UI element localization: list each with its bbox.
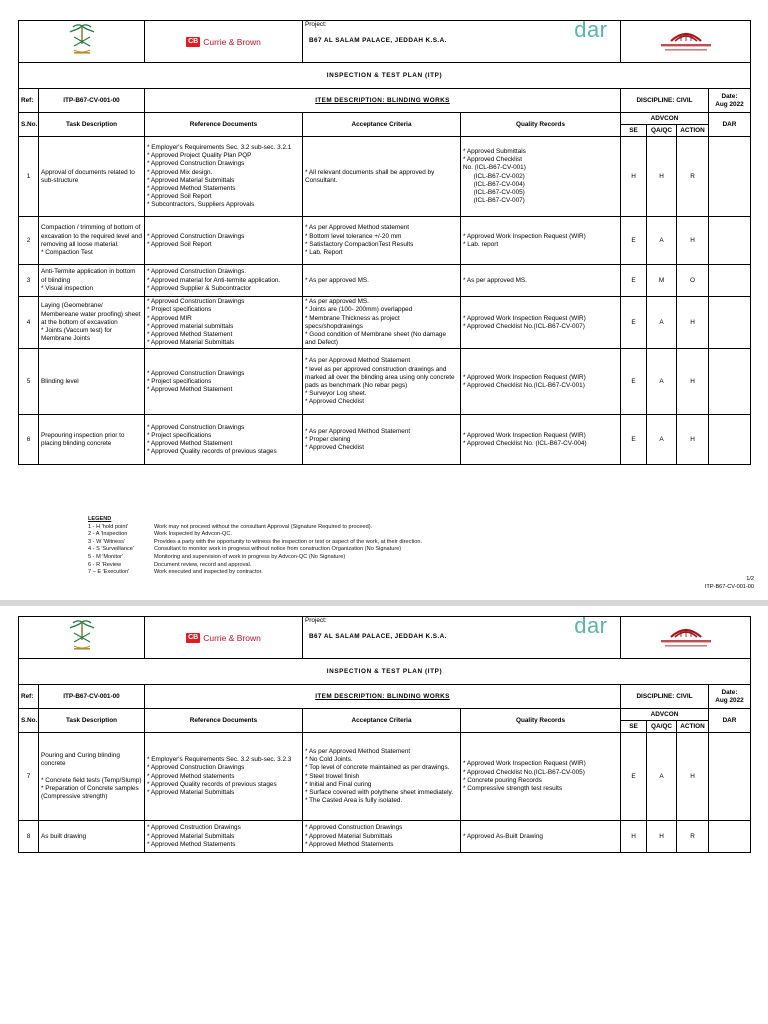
col-reference-documents: Reference Documents: [145, 113, 303, 137]
legend-item: [88, 569, 422, 577]
qaqc-code: H: [647, 821, 677, 853]
project-label: Project:: [305, 617, 327, 624]
qaqc-code: A: [647, 349, 677, 415]
itp-table-page-2: [18, 616, 751, 853]
currie-brown-logo-cell: [145, 21, 303, 63]
reference-documents: * Employer's Requirements Sec. 3.2 sub-sec. 3.2.1 * Approved Project Quality Plan PQP * Approved Construction Drawings * Approved Mix design. * Approved Material Submittals * Approved Method Statements * Approved Soil Report * Subcontractors, Suppliers Approvals: [145, 137, 303, 217]
dar-logo: dar: [574, 21, 608, 43]
action-code: R: [677, 821, 709, 853]
project-cell: [303, 21, 621, 63]
currie-brown-text: Currie & Brown: [203, 632, 261, 643]
col-sno: S.No.: [19, 113, 39, 137]
col-se: SE: [621, 125, 647, 137]
quality-records: * Approved Work Inspection Request (WIR) * Approved Checklist No. (ICL-B67-CV-004): [461, 415, 621, 465]
reference-documents: * Approved Cnstruction Drawings * Approved Material Submittals * Approved Method Statements: [145, 821, 303, 853]
action-code: H: [677, 349, 709, 415]
dar-code: [709, 415, 751, 465]
date-label: Date:: [721, 92, 738, 100]
legend-item: [88, 524, 422, 532]
royal-emblem-icon: [62, 618, 102, 654]
project-name: B67 AL SALAM PALACE, JEDDAH K.S.A.: [309, 37, 447, 45]
col-acceptance-criteria-2: Acceptance Criteria: [303, 709, 461, 733]
col-qaqc-2: QA/QC: [647, 721, 677, 733]
se-code: E: [621, 415, 647, 465]
se-code: E: [621, 733, 647, 821]
dar-code: [709, 137, 751, 217]
row-number: 8: [19, 821, 39, 853]
date-value: Aug 2022: [715, 100, 744, 108]
reference-documents: * Approved Construction Drawings * Approved Soil Report: [145, 217, 303, 265]
royal-logo-cell: [19, 21, 145, 63]
logo-row-2: [19, 617, 751, 659]
se-code: E: [621, 265, 647, 297]
legend-key: 7 – E 'Execution': [88, 569, 130, 576]
dar-code: [709, 349, 751, 415]
date-value-2: Aug 2022: [715, 696, 744, 704]
reference-documents: * Employer's Requirements Sec. 3.2 sub-sec. 3.2.3 * Approved Construction Drawings * Approved Method statements * Approved Quality records of previous stages * Approved Material Submittals: [145, 733, 303, 821]
acceptance-criteria: * All relevant documents shall be approved by Consultant.: [303, 137, 461, 217]
currie-brown-logo-cell-2: [145, 617, 303, 659]
task-description: Anti-Termite application in bottom of blinding * Visual inspection: [39, 265, 145, 297]
legend-item: [88, 554, 422, 562]
col-quality-records-2: Quality Records: [461, 709, 621, 733]
legend-description: Monitoring and supervision of work in progress by Advcon-QC (No Signature): [154, 553, 346, 560]
action-code: H: [677, 733, 709, 821]
table-row: [19, 349, 751, 415]
dar-code: [709, 297, 751, 349]
legend-description: Work Inspected by Advcon-QC.: [154, 531, 232, 538]
se-code: H: [621, 821, 647, 853]
acceptance-criteria: * As per approved MS. * Joints are (100- 200mm) overlapped * Membrane Thickness as project specs/shopdrawings * Good condition of Membrane sheet (No damage and Defect): [303, 297, 461, 349]
action-code: H: [677, 415, 709, 465]
advcon-arch-logo-icon: [651, 25, 721, 55]
se-code: H: [621, 137, 647, 217]
row-number: 3: [19, 265, 39, 297]
dar-code: [709, 217, 751, 265]
royal-emblem-icon: [62, 22, 102, 58]
col-qaqc: QA/QC: [647, 125, 677, 137]
legend-key: 6 - R 'Review: [88, 561, 122, 568]
row-number: 5: [19, 349, 39, 415]
acceptance-criteria: * As per approved MS.: [303, 265, 461, 297]
task-description: Pouring and Curing blinding concrete * Concrete field tests (Temp/Slump) * Preparation of Concrete samples (Compressive strength): [39, 733, 145, 821]
legend: [88, 516, 422, 577]
qaqc-code: H: [647, 137, 677, 217]
legend-key: 2 - A 'Inspection: [88, 531, 128, 538]
col-dar: DAR: [709, 113, 751, 137]
col-se-2: SE: [621, 721, 647, 733]
document-title: INSPECTION & TEST PLAN (ITP): [19, 63, 751, 89]
task-description: Prepouring inspection prior to placing blinding concrete: [39, 415, 145, 465]
date-label-2: Date:: [721, 688, 738, 696]
action-code: H: [677, 297, 709, 349]
document-title-2: INSPECTION & TEST PLAN (ITP): [19, 659, 751, 685]
table-row: [19, 217, 751, 265]
row-number: 4: [19, 297, 39, 349]
se-code: E: [621, 349, 647, 415]
project-label: Project:: [305, 21, 327, 28]
acceptance-criteria: * As per Approved Method statement * Bottom level tolerance +/-20 mm * Satisfactory CompactionTest Results * Lab. Report: [303, 217, 461, 265]
project-name: B67 AL SALAM PALACE, JEDDAH K.S.A.: [309, 633, 447, 641]
col-task: Task Description: [39, 113, 145, 137]
table-row: [19, 821, 751, 853]
col-task-2: Task Description: [39, 709, 145, 733]
qaqc-code: A: [647, 415, 677, 465]
page-footer: [705, 576, 754, 591]
legend-description: Consultant to monitor work in progress without notice from construction Organization (No Signature): [154, 546, 402, 553]
currie-brown-text: Currie & Brown: [203, 36, 261, 47]
legend-key: 3 - W 'Witness': [88, 538, 125, 545]
legend-item: [88, 531, 422, 539]
quality-records: * Approved Work Inspection Request (WIR) * Approved Checklist No.(ICL-B67-CV-007): [461, 297, 621, 349]
project-cell-2: [303, 617, 621, 659]
qaqc-code: M: [647, 265, 677, 297]
currie-brown-mark: CB: [186, 633, 200, 643]
quality-records: * Approved Submittals * Approved Checklist No. (ICL-B67-CV-001) (ICL-B67-CV-002) (ICL-B67-CV-004) (ICL-B67-CV-005) (ICL-B67-CV-007): [461, 137, 621, 217]
date-cell-2: [709, 685, 751, 709]
row-number: 7: [19, 733, 39, 821]
qaqc-code: A: [647, 297, 677, 349]
action-code: R: [677, 137, 709, 217]
item-description-2: ITEM DESCRIPTION: BLINDING WORKS: [315, 692, 450, 700]
task-description: Blinding level: [39, 349, 145, 415]
task-description: Laying (Geomebrane/ Membereane water proofing) sheet at the bottom of excavation * Joints (Vaccum test) for Membrane Joints: [39, 297, 145, 349]
advcon-logo-cell-2: [621, 617, 751, 659]
dar-logo: dar: [574, 617, 608, 639]
quality-records: * Approved Work Inspection Request (WIR) * Approved Checklist No.(ICL-B67-CV-001): [461, 349, 621, 415]
table-row: [19, 265, 751, 297]
se-code: E: [621, 217, 647, 265]
currie-brown-logo: [186, 37, 261, 47]
col-action: ACTION: [677, 125, 709, 137]
document-page-2: [0, 606, 768, 1024]
discipline: DISCIPLINE: CIVIL: [621, 89, 709, 113]
quality-records: * As per approved MS.: [461, 265, 621, 297]
item-description: ITEM DESCRIPTION: BLINDING WORKS: [315, 96, 450, 104]
acceptance-criteria: * As per Approved Method Statement * No Cold Joints. * Top level of concrete maintained as per drawings. * Steel trowel finish * Initial and Final curing * Surface covered with polythene sheet immediately. * The Casted Area is fully isolated.: [303, 733, 461, 821]
col-advcon-2: ADVCON: [621, 709, 709, 721]
col-advcon: ADVCON: [621, 113, 709, 125]
legend-item: [88, 539, 422, 547]
legend-item: [88, 546, 422, 554]
legend-key: 1 - H 'hold point': [88, 523, 129, 530]
legend-key: 4 - S 'Surveillance': [88, 546, 134, 553]
table-row: [19, 415, 751, 465]
currie-brown-logo: [186, 633, 261, 643]
acceptance-criteria: * As per Approved Method Statement * Proper clening * Approved Checklist: [303, 415, 461, 465]
col-action-2: ACTION: [677, 721, 709, 733]
legend-item: [88, 562, 422, 570]
row-number: 1: [19, 137, 39, 217]
legend-description: Work executed and inspected by contractor.: [154, 569, 263, 576]
se-code: E: [621, 297, 647, 349]
col-dar-2: DAR: [709, 709, 751, 733]
qaqc-code: A: [647, 217, 677, 265]
action-code: O: [677, 265, 709, 297]
page-number: 1/2: [746, 576, 754, 582]
quality-records: * Approved As-Built Drawing: [461, 821, 621, 853]
ref-value: ITP-B67-CV-001-00: [39, 89, 145, 113]
reference-documents: * Approved Construction Drawings. * Approved material for Anti-termite application. * Approved Supplier & Subcontractor: [145, 265, 303, 297]
date-cell: [709, 89, 751, 113]
table-row: [19, 733, 751, 821]
row-number: 2: [19, 217, 39, 265]
table-row: [19, 297, 751, 349]
ref-label-2: Ref:: [19, 685, 39, 709]
ref-label: Ref:: [19, 89, 39, 113]
col-acceptance-criteria: Acceptance Criteria: [303, 113, 461, 137]
col-quality-records: Quality Records: [461, 113, 621, 137]
logo-row: [19, 21, 751, 63]
dar-code: [709, 265, 751, 297]
advcon-arch-logo-icon: [651, 621, 721, 651]
currie-brown-mark: CB: [186, 37, 200, 47]
acceptance-criteria: * Approved Construction Drawings * Approved Material Submittals * Approved Method Statements: [303, 821, 461, 853]
advcon-logo-cell: [621, 21, 751, 63]
col-sno-2: S.No.: [19, 709, 39, 733]
acceptance-criteria: * As per Approved Method Statement * level as per approved construction drawings and marked all over the blinding area using only concrete pads as benchmark (No rebar pegs) * Surveyor Log sheet. * Approved Checklist: [303, 349, 461, 415]
royal-logo-cell-2: [19, 617, 145, 659]
legend-description: Work may not proceed without the consultant Approval (Signature Required to proceed).: [154, 523, 373, 530]
action-code: H: [677, 217, 709, 265]
quality-records: * Approved Work Inspection Request (WIR) * Lab. report: [461, 217, 621, 265]
table-row: [19, 137, 751, 217]
legend-description: Document review, record and approval.: [154, 561, 252, 568]
itp-table-page-1: [18, 20, 751, 465]
reference-documents: * Approved Construction Drawings * Project specifications * Approved Method Statement: [145, 349, 303, 415]
dar-code: [709, 821, 751, 853]
legend-title: LEGEND: [88, 516, 112, 522]
ref-value-2: ITP-B67-CV-001-00: [39, 685, 145, 709]
quality-records: * Approved Work Inspection Request (WIR) * Approved Checklist No.(ICL-B67-CV-005) * Concrete pouring Records * Compressive strength test results: [461, 733, 621, 821]
footer-doc-ref: ITP-B67-CV-001-00: [704, 583, 754, 590]
legend-description: Provides a party with the opportunity to witness the inspection or test or aspect of the work, at their direction.: [154, 538, 423, 545]
dar-code: [709, 733, 751, 821]
row-number: 6: [19, 415, 39, 465]
task-description: As built drawing: [39, 821, 145, 853]
task-description: Compaction / trimming of bottom of excavation to the required level and removing all loose material. * Compaction Test: [39, 217, 145, 265]
reference-documents: * Approved Construction Drawings * Project specifications * Approved Method Statement * Approved Quality records of previous stages: [145, 415, 303, 465]
reference-documents: * Approved Construction Drawings * Project specifications * Approved MIR * Approved material submittals * Approved Method Statement * Approved Material Submittals: [145, 297, 303, 349]
legend-key: 5 - M 'Monitor': [88, 553, 124, 560]
task-description: Approval of documents related to sub-structure: [39, 137, 145, 217]
qaqc-code: A: [647, 733, 677, 821]
discipline-2: DISCIPLINE: CIVIL: [621, 685, 709, 709]
col-reference-documents-2: Reference Documents: [145, 709, 303, 733]
